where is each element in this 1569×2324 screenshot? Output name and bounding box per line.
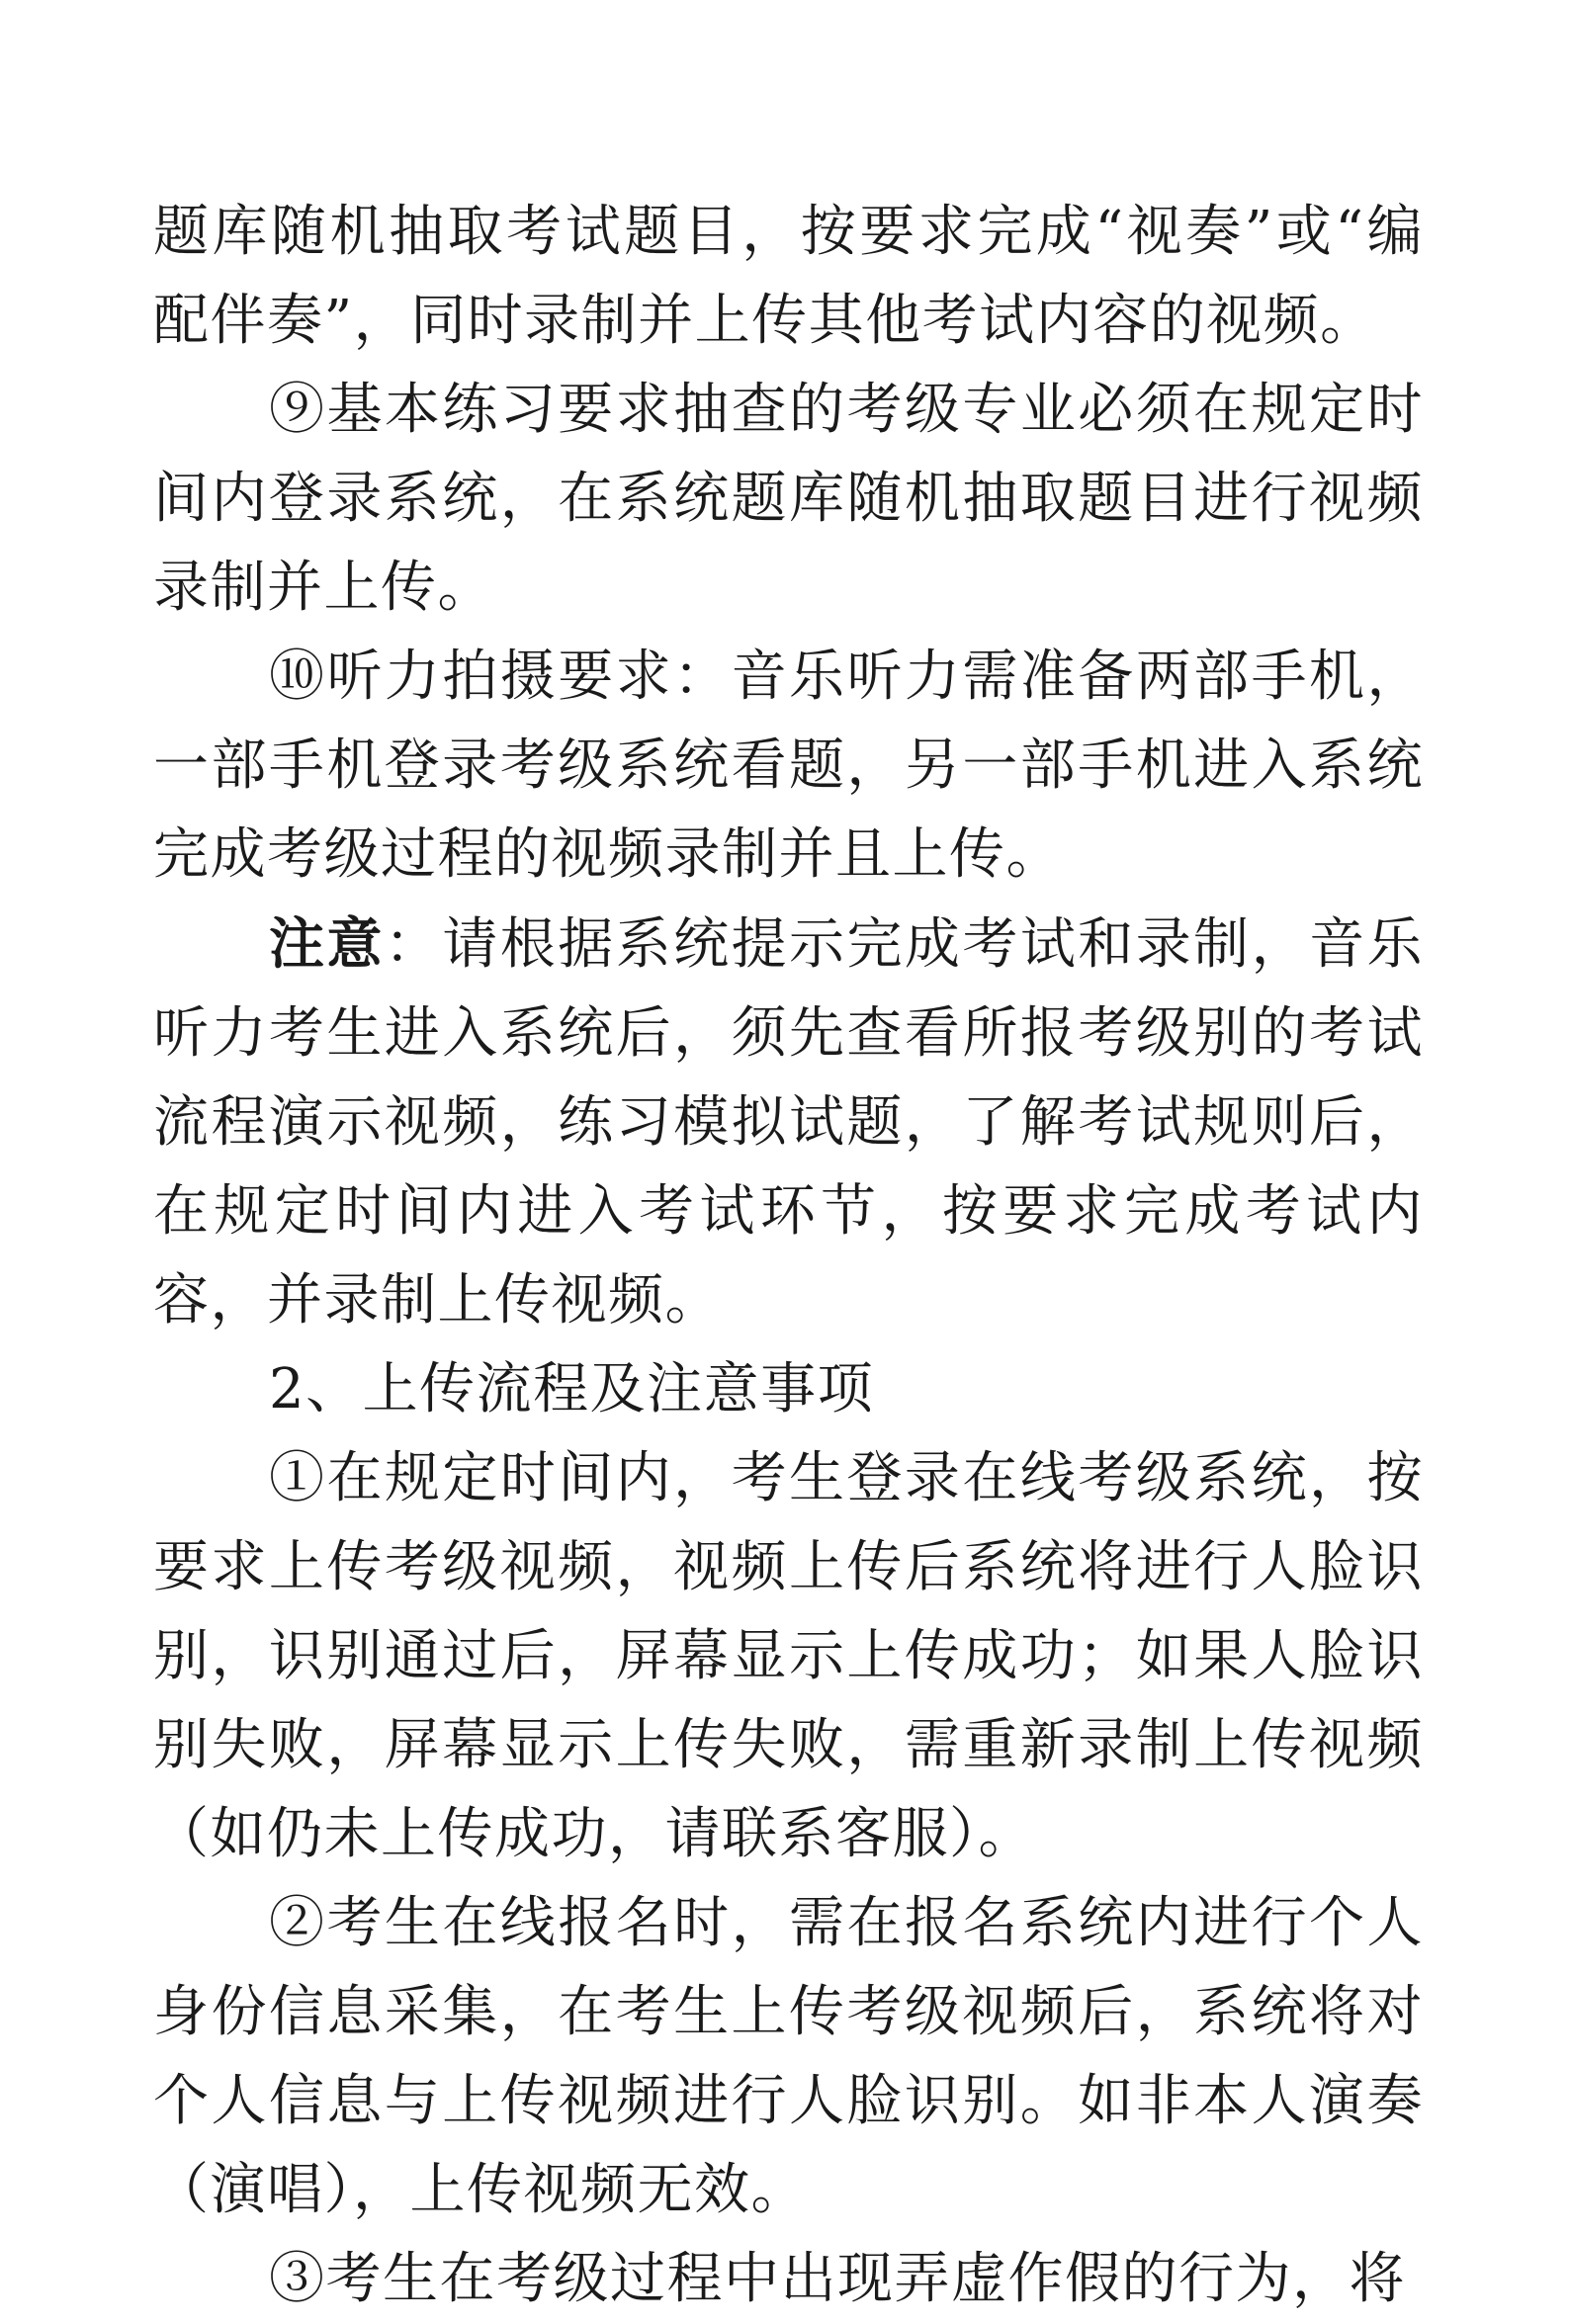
- paragraph-exam-topic-continuation: 题库随机抽取考试题目，按要求完成“视奏”或“编配伴奏”，同时录制并上传其他考试内容的视频。: [153, 200, 1424, 353]
- paragraph-item-9-practice: ⑨基本练习要求抽查的考级专业必须在规定时间内登录系统，在系统题库随机抽取题目进行视频录制并上传。: [153, 378, 1424, 620]
- document-body: [153, 188, 1424, 2324]
- paragraph-upload-item-3: ③考生在考级过程中出现弄虚作假的行为，将: [269, 2247, 1406, 2311]
- paragraph-upload-item-2: ②考生在线报名时，需在报名系统内进行个人身份信息采集，在考生上传考级视频后，系统将对个人信息与上传视频进行人脸识别。如非本人演奏（演唱），上传视频无效。: [153, 1891, 1424, 2222]
- notice-label: 注意: [269, 911, 385, 977]
- section-heading-upload-process: 2、上传流程及注意事项: [269, 1357, 875, 1421]
- paragraph-notice: [153, 900, 1424, 1345]
- paragraph-item-10-listening: ⑩听力拍摄要求：音乐听力需准备两部手机，一部手机登录考级系统看题，另一部手机进入系统完成考级过程的视频录制并且上传。: [153, 645, 1424, 887]
- paragraph-upload-item-1: ①在规定时间内，考生登录在线考级系统，按要求上传考级视频，视频上传后系统将进行人脸识别，识别通过后，屏幕显示上传成功；如果人脸识别失败，屏幕显示上传失败，需重新录制上传视频（如仍未上传成功，请联系客服）。: [153, 1446, 1424, 1866]
- notice-text: ：请根据系统提示完成考试和录制，音乐听力考生进入系统后，须先查看所报考级别的考试流程演示视频，练习模拟试题，了解考试规则后，在规定时间内进入考试环节，按要求完成考试内容，并录制上传视频。: [153, 912, 1425, 1333]
